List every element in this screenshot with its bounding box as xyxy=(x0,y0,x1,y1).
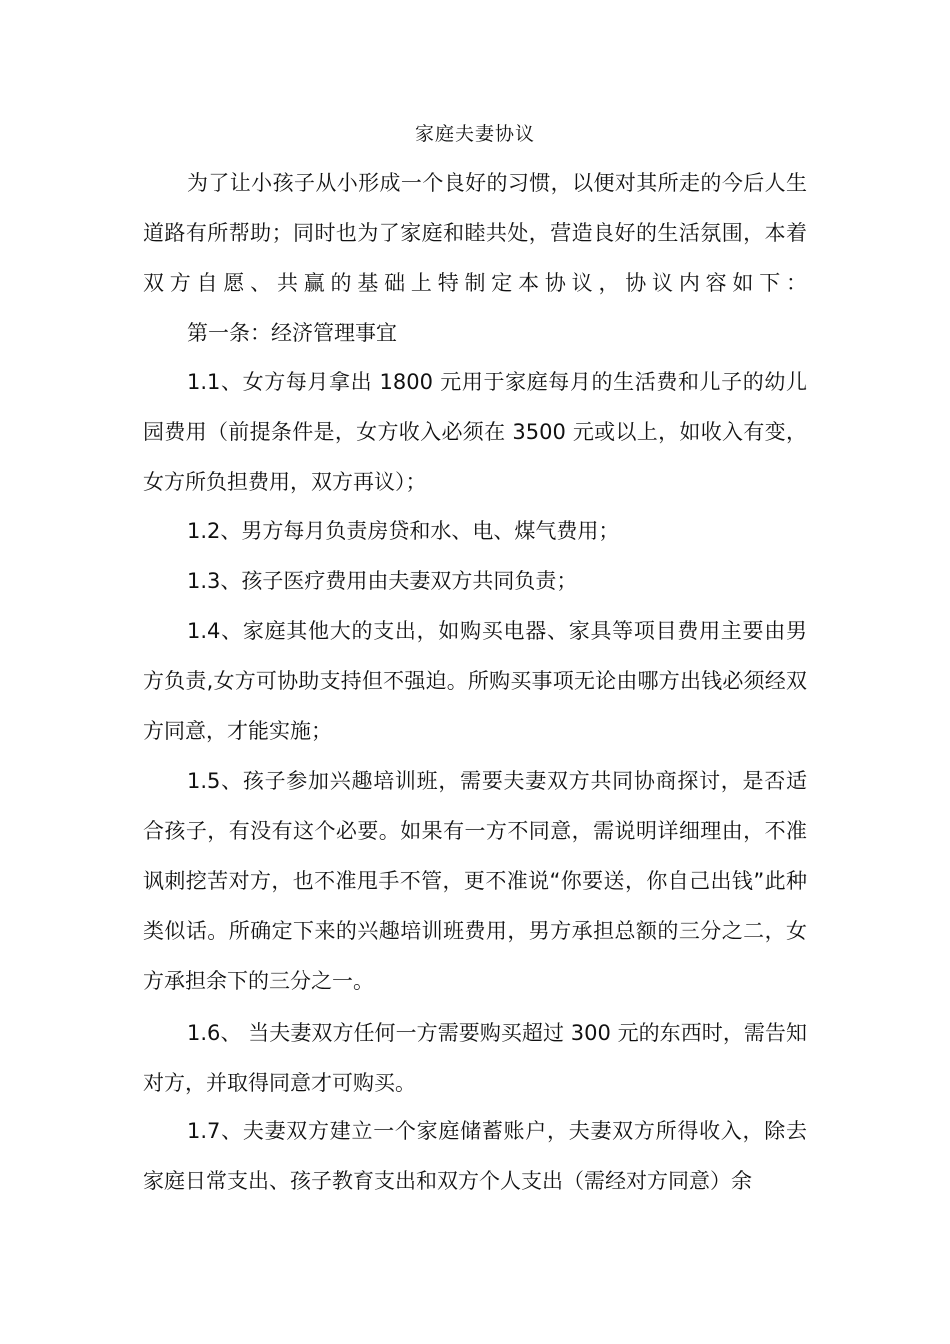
clause-1-1: 1.1、女方每月拿出 1800 元用于家庭每月的生活费和儿子的幼儿园费用（前提条件是，女方收入必须在 3500 元或以上，如收入有变，女方所负担费用，双方再议）； xyxy=(143,370,807,494)
clause-1-2: 1.2、男方每月负责房贷和水、电、煤气费用； xyxy=(187,519,620,543)
document-title: 家庭夫妻协议 xyxy=(414,123,535,145)
clause-1-3: 1.3、孩子医疗费用由夫妻双方共同负责； xyxy=(187,569,578,593)
clause-1-7: 1.7、夫妻双方建立一个家庭储蓄账户，夫妻双方所得收入，除去家庭日常支出、孩子教育支出和双方个人支出（需经对方同意）余 xyxy=(143,1119,807,1193)
section-heading: 第一条：经济管理事宜 xyxy=(187,321,397,345)
clause-1-5: 1.5、孩子参加兴趣培训班，需要夫妻双方共同协商探讨，是否适合孩子，有没有这个必要。如果有一方不同意，需说明详细理由，不准讽刺挖苦对方，也不准甩手不管，更不准说“你要送，你自己出钱”此种类似话。所确定下来的兴趣培训班费用，男方承担总额的三分之二，女方承担余下的三分之一。 xyxy=(143,769,807,993)
clause-1-6: 1.6、 当夫妻双方任何一方需要购买超过 300 元的东西时，需告知对方，并取得同意才可购买。 xyxy=(143,1021,807,1095)
intro-paragraph: 为了让小孩子从小形成一个良好的习惯，以便对其所走的今后人生道路有所帮助；同时也为了家庭和睦共处，营造良好的生活氛围，本着双方自愿、共赢的基础上特制定本协议，协议内容如下： xyxy=(143,171,807,295)
clause-1-4: 1.4、家庭其他大的支出，如购买电器、家具等项目费用主要由男方负责,女方可协助支持但不强迫。所购买事项无论由哪方出钱必须经双方同意，才能实施； xyxy=(143,619,807,743)
